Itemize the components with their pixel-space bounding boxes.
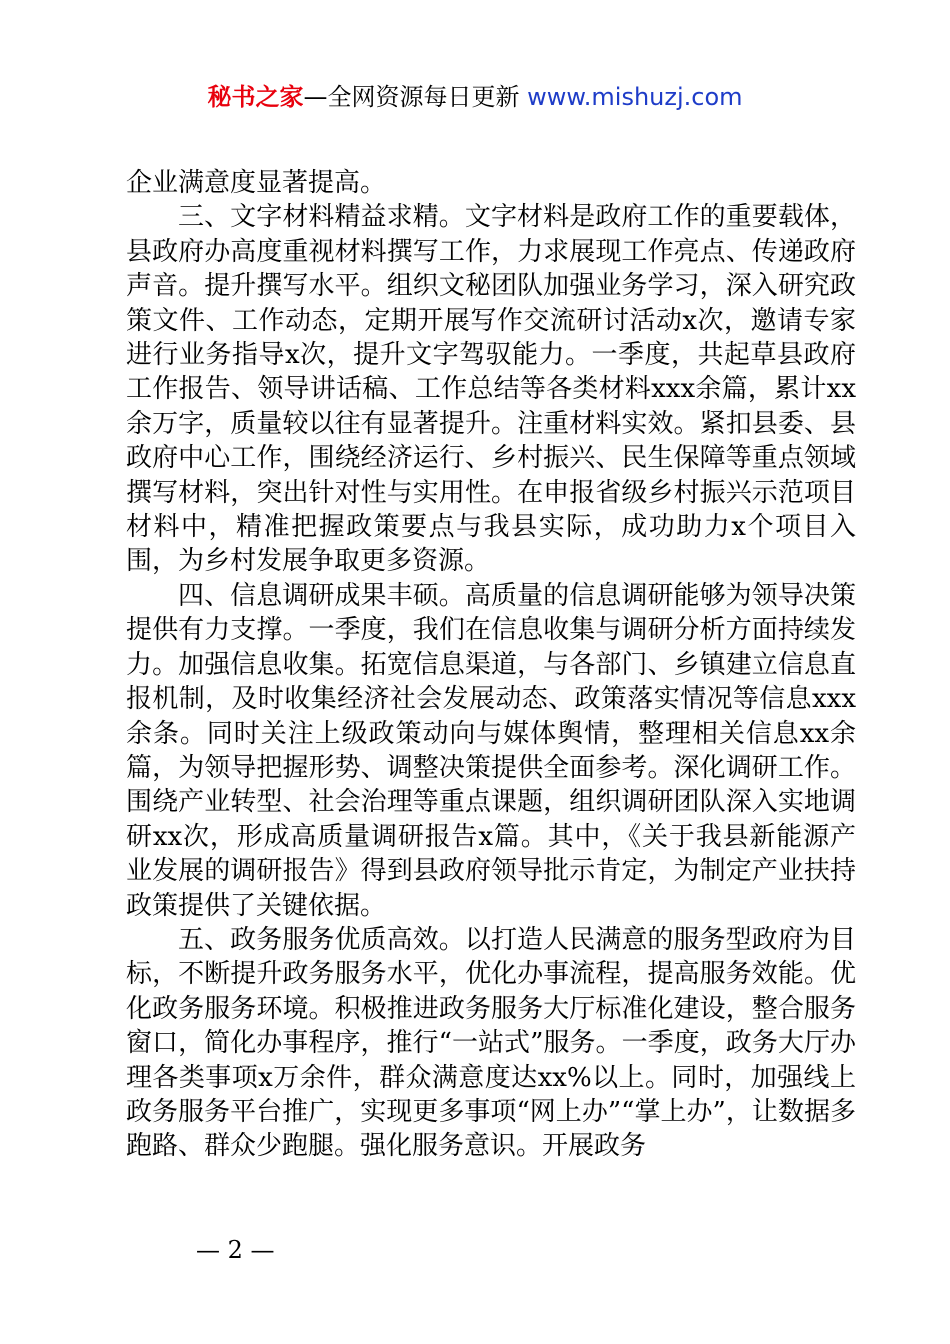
site-header — [0, 82, 950, 112]
brand-name: 秘书之家 — [207, 83, 304, 111]
paragraph-section-4: 四、信息调研成果丰硕。高质量的信息调研能够为领导决策提供有力支撑。一季度，我们在信息收集与调研分析方面持续发力。加强信息收集。拓宽信息渠道，与各部门、乡镇建立信息直报机制，及时收集经济社会发展动态、政策落实情况等信息xxx余条。同时关注上级政策动向与媒体舆情，整理相关信息xx余篇，为领导把握形势、调整决策提供全面参考。深化调研工作。围绕产业转型、社会治理等重点课题，组织调研团队深入实地调研xx次，形成高质量调研报告x篇。其中，《关于我县新能源产业发展的调研报告》得到县政府领导批示肯定，为制定产业扶持政策提供了关键依据。 — [126, 580, 856, 921]
paragraph-section-3: 三、文字材料精益求精。文字材料是政府工作的重要载体，县政府办高度重视材料撰写工作，力求展现工作亮点、传递政府声音。提升撰写水平。组织文秘团队加强业务学习，深入研究政策文件、工作动态，定期开展写作交流研讨活动x次，邀请专家进行业务指导x次，提升文字驾驭能力。一季度，共起草县政府工作报告、领导讲话稿、工作总结等各类材料xxx余篇，累计xx余万字，质量较以往有显著提升。注重材料实效。紧扣县委、县政府中心工作，围绕经济运行、乡村振兴、民生保障等重点领域撰写材料，突出针对性与实用性。在申报省级乡村振兴示范项目材料中，精准把握政策要点与我县实际，成功助力x个项目入围，为乡村发展争取更多资源。 — [126, 202, 856, 577]
site-url-link[interactable]: www.mishuzj.com — [527, 83, 743, 111]
header-slogan: —全网资源每日更新 — [303, 83, 528, 111]
document-body — [126, 166, 856, 1164]
page-number: — 2 — — [196, 1236, 275, 1264]
paragraph-section-5: 五、政务服务优质高效。以打造人民满意的服务型政府为目标，不断提升政务服务水平，优化办事流程，提高服务效能。优化政务服务环境。积极推进政务服务大厅标准化建设，整合服务窗口，简化办事程序，推行“一站式”服务。一季度，政务大厅办理各类事项x万余件，群众满意度达xx%以上。同时，加强线上政务服务平台推广，实现更多事项“网上办”“掌上办”，让数据多跑路、群众少跑腿。强化服务意识。开展政务 — [126, 924, 856, 1162]
paragraph-continuation: 企业满意度显著提高。 — [126, 168, 387, 198]
